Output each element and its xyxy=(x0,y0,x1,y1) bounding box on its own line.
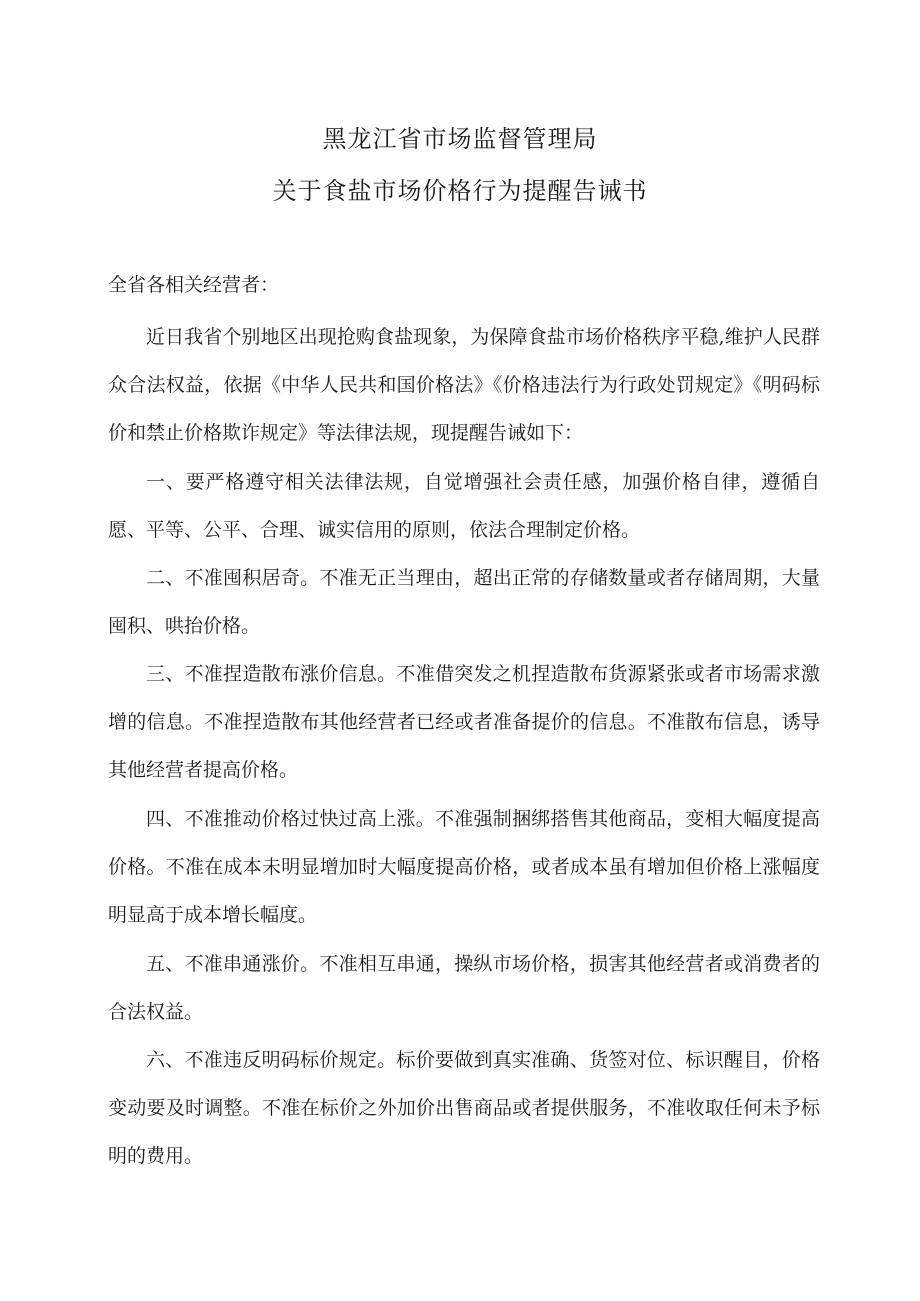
document-title-subject: 关于食盐市场价格行为提醒告诫书 xyxy=(272,177,648,205)
document-title-issuer: 黑龙江省市场监督管理局 xyxy=(322,125,598,153)
item-1-paragraph: 一、要严格遵守相关法律法规，自觉增强社会责任感，加强价格自律，遵循自愿、平等、公平、合理、诚实信用的原则，依法合理制定价格。 xyxy=(108,471,820,541)
item-6-paragraph: 六、不准违反明码标价规定。标价要做到真实准确、货签对位、标识醒目，价格变动要及时调整。不准在标价之外加价出售商品或者提供服务，不准收取任何未予标明的费用。 xyxy=(108,1049,820,1167)
intro-paragraph: 近日我省个别地区出现抢购食盐现象，为保障食盐市场价格秩序平稳,维护人民群众合法权益，依据《中华人民共和国价格法》《价格违法行为行政处罚规定》《明码标价和禁止价格欺诈规定》等法律法规，现提醒告诫如下： xyxy=(108,326,820,444)
item-3-paragraph: 三、不准捏造散布涨价信息。不准借突发之机捏造散布货源紧张或者市场需求激增的信息。不准捏造散布其他经营者已经或者准备提价的信息。不准散布信息，诱导其他经营者提高价格。 xyxy=(108,663,820,781)
item-4-paragraph: 四、不准推动价格过快过高上涨。不准强制捆绑搭售其他商品，变相大幅度提高价格。不准在成本未明显增加时大幅度提高价格，或者成本虽有增加但价格上涨幅度明显高于成本增长幅度。 xyxy=(108,808,820,926)
item-2-paragraph: 二、不准囤积居奇。不准无正当理由，超出正常的存储数量或者存储周期，大量囤积、哄抬价格。 xyxy=(108,567,820,637)
salutation: 全省各相关经营者： xyxy=(108,274,280,296)
item-5-paragraph: 五、不准串通涨价。不准相互串通，操纵市场价格，损害其他经营者或消费者的合法权益。 xyxy=(108,953,820,1023)
